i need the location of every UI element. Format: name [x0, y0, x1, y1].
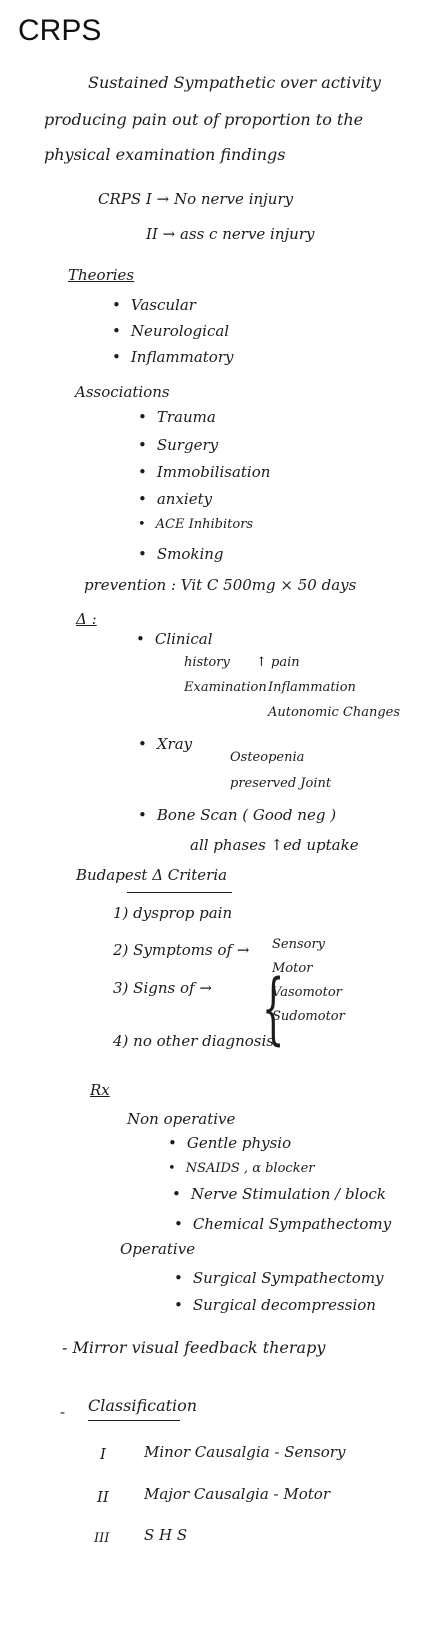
classification-row: S H S — [144, 1526, 188, 1544]
nonoperative-heading: Non operative — [127, 1110, 236, 1128]
association-item: • ACE Inhibitors — [138, 518, 253, 531]
classification-underline — [88, 1420, 180, 1421]
budapest-heading: Budapest Δ Criteria — [76, 866, 228, 884]
associations-heading: Associations — [75, 383, 170, 401]
diagnosis-heading: Δ : — [76, 610, 97, 628]
brace-item: Motor — [272, 961, 313, 976]
operative-heading: Operative — [120, 1240, 196, 1258]
nonoperative-item: • NSAIDS , α blocker — [168, 1162, 315, 1175]
diagnosis-osteopenia: Osteopenia — [230, 750, 305, 765]
theory-item: • Inflammatory — [112, 350, 234, 365]
diagnosis-xray: • Xray — [138, 737, 192, 752]
association-item: • Smoking — [138, 547, 224, 562]
diagnosis-examination: Examination — [184, 680, 267, 695]
theories-heading: Theories — [68, 266, 135, 284]
diagnosis-all-phases: all phases ↑ed uptake — [190, 836, 359, 854]
classification-dash: - — [60, 1403, 66, 1421]
crps-type-2: II → ass c nerve injury — [146, 225, 315, 243]
operative-item: • Surgical Sympathectomy — [174, 1271, 384, 1286]
diagnosis-pain: ↑ pain — [256, 655, 300, 670]
association-item: • Immobilisation — [138, 465, 270, 480]
classification-row: Major Causalgia - Motor — [144, 1485, 331, 1503]
theory-item: • Neurological — [112, 324, 229, 339]
budapest-criterion-1: 1) dysprop pain — [113, 904, 233, 922]
nonoperative-item: • Chemical Sympathectomy — [174, 1217, 391, 1232]
page-title: CRPS — [18, 14, 102, 47]
budapest-underline — [127, 892, 232, 893]
nonoperative-item: • Nerve Stimulation / block — [172, 1187, 386, 1202]
mirror-therapy-line: - Mirror visual feedback therapy — [62, 1338, 326, 1357]
diagnosis-preserved-joint: preserved Joint — [230, 776, 332, 791]
intro-line-1: Sustained Sympathetic over activity — [88, 73, 381, 92]
diagnosis-bone-scan: • Bone Scan ( Good neg ) — [138, 808, 336, 823]
association-item: • Trauma — [138, 410, 216, 425]
crps-type-1: CRPS I → No nerve injury — [98, 190, 294, 208]
classification-row: Minor Causalgia - Sensory — [144, 1443, 346, 1461]
budapest-criterion-3: 3) Signs of → — [113, 979, 212, 997]
classification-num: I — [100, 1445, 106, 1463]
association-item: • Surgery — [138, 438, 218, 453]
treatment-heading: Rx — [90, 1081, 110, 1099]
theory-item: • Vascular — [112, 298, 196, 313]
association-item: • anxiety — [138, 492, 212, 507]
diagnosis-inflammation: Inflammation — [268, 680, 356, 695]
budapest-criterion-4: 4) no other diagnosis — [113, 1032, 274, 1050]
diagnosis-autonomic: Autonomic Changes — [268, 705, 401, 720]
brace-item: Sudomotor — [272, 1009, 345, 1024]
classification-num: III — [94, 1531, 110, 1546]
budapest-criterion-2: 2) Symptoms of → — [113, 941, 250, 959]
intro-line-3: physical examination findings — [44, 145, 286, 164]
brace-item: Vasomotor — [272, 985, 342, 1000]
brace-icon: { — [262, 964, 285, 1054]
prevention-line: prevention : Vit C 500mg × 50 days — [84, 576, 357, 594]
diagnosis-history: history — [184, 655, 230, 670]
operative-item: • Surgical decompression — [174, 1298, 376, 1313]
brace-item: Sensory — [272, 937, 326, 952]
classification-heading: Classification — [88, 1396, 198, 1415]
classification-num: II — [97, 1488, 109, 1506]
nonoperative-item: • Gentle physio — [168, 1136, 291, 1151]
diagnosis-clinical: • Clinical — [136, 632, 213, 647]
intro-line-2: producing pain out of proportion to the — [44, 110, 364, 129]
